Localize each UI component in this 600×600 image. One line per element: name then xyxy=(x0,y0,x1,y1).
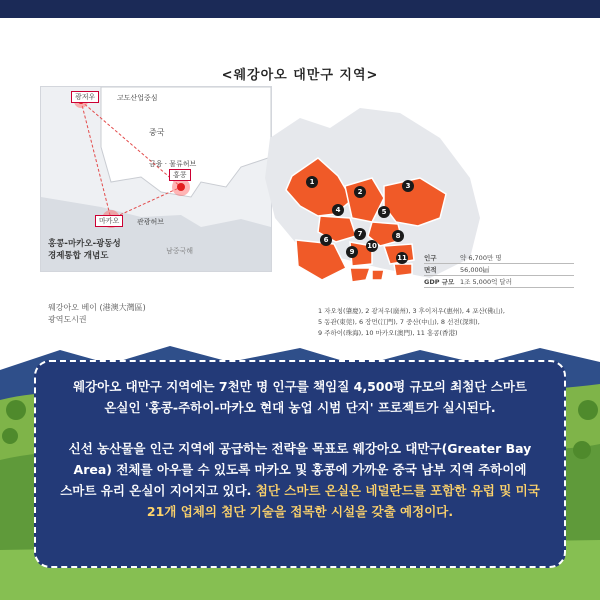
inset-macau: 마카오 xyxy=(95,215,123,227)
info-paragraph-1: 웨강아오 대만구 지역에는 7천만 명 인구를 책임질 4,500평 규모의 최첨단 스마트 온실인 '홍콩-주하이-마카오 현대 농업 시범 단지' 프로젝트가 실시된다. xyxy=(72,379,527,415)
region-zhuhai xyxy=(350,268,370,282)
region-map xyxy=(0,18,600,348)
region-legend xyxy=(318,306,588,339)
legend-line: 1 자오칭(肇慶), 2 광저우(廣州), 3 후이저우(惠州), 4 포산(佛山), xyxy=(318,307,505,315)
top-band xyxy=(0,0,600,18)
info-paragraph-2-highlight: 첨단 스마트 온실은 네덜란드를 포함한 유럽 및 미국 21개 업체의 첨단 기술을 접목한 시설을 갖출 예정이다. xyxy=(146,483,540,519)
inset-guangzhou: 광저우 xyxy=(71,91,99,103)
bay-label-line1: 웨강아오 베이 (港澳大灣區) xyxy=(48,303,146,312)
inset-caption-line1: 홍콩-마카오-광동성 xyxy=(48,239,121,249)
region-macau xyxy=(372,270,384,280)
region-marker-4: 4 xyxy=(332,204,344,216)
region-marker-5: 5 xyxy=(378,206,390,218)
region-marker-2: 2 xyxy=(354,186,366,198)
stats-table xyxy=(424,252,574,288)
region-marker-3: 3 xyxy=(402,180,414,192)
info-paragraph-2-text: 신선 농산물을 인근 지역에 공급하는 전략을 목표로 웨강아오 대만구(Greater Bay Area) 전체를 아우를 수 있도록 마카오 및 홍콩에 가까운 중국 남부 지역 주하이에 스마트 유리 온실이 지어지고 있다. xyxy=(60,441,532,498)
sea-label: 남중국해 xyxy=(166,247,194,255)
inset-hongkong: 홍콩 xyxy=(169,169,191,181)
inset-china: 중국 xyxy=(149,128,165,137)
region-marker-1: 1 xyxy=(306,176,318,188)
inset-guangzhou-note: 고도산업중심 xyxy=(117,94,158,102)
region-marker-6: 6 xyxy=(320,234,332,246)
stats-row: 인구 약 6,700만 명 xyxy=(424,252,574,264)
inset-macau-note: 관광허브 xyxy=(137,218,165,226)
inset-caption-line2: 경제통합 개념도 xyxy=(48,251,109,261)
region-hongkong xyxy=(394,264,412,276)
bay-label-line2: 광역도시권 xyxy=(48,315,87,324)
region-marker-9: 9 xyxy=(346,246,358,258)
info-card xyxy=(34,360,566,568)
legend-line: 5 동관(東莞), 6 장먼(江門), 7 중산(中山), 8 선전(深圳), xyxy=(318,318,480,326)
legend-line: 9 주하이(珠海), 10 마카오(澳門), 11 홍콩(香港) xyxy=(318,329,458,337)
info-paragraph-2 xyxy=(56,438,544,522)
region-marker-7: 7 xyxy=(354,228,366,240)
inset-finance-hub: 금융 · 물류허브 xyxy=(149,160,197,168)
region-marker-8: 8 xyxy=(392,230,404,242)
stats-row: GDP 규모 1조 5,000억 달러 xyxy=(424,276,574,288)
region-marker-11: 11 xyxy=(397,254,407,262)
map-title: <웨강아오 대만구 지역> xyxy=(221,68,379,83)
stats-row: 면적 56,000㎢ xyxy=(424,264,574,276)
region-marker-10: 10 xyxy=(367,242,377,250)
